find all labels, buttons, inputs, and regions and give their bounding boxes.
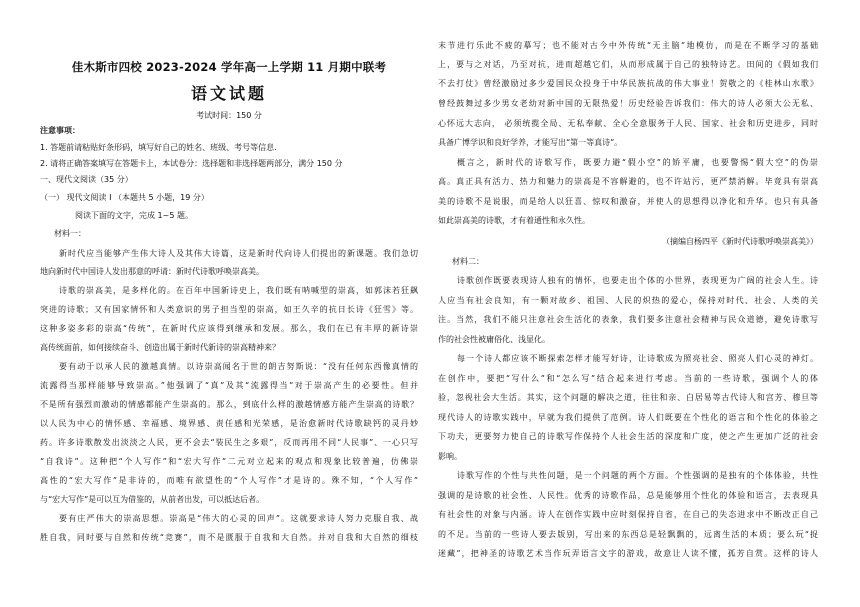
text-line: 具备广博学识和良好学养，才能写出“第一等真诗”。 [438,138,623,147]
text-line: 胜自我，同时要与自然和传统“竞赛”，而不是匮服于自我和大自然。并对自我和大自然的细枝 [40,533,418,542]
text-line: 要有庄严伟大的崇高思想。崇高是“伟大的心灵的回声”。这就要求诗人努力克服自我、战 [59,514,418,523]
text-line: 影响。 [438,452,462,461]
text-line: 以人民为中心的情怀感、幸福感、境界感、责任感和光荣感，是治愈新时代诗歌缺钙的灵丹妙 [40,419,418,428]
text-line: 人应当有社会良知，有一颗对故乡、祖国、人民的炽热的爱心，保持对时代、社会、人类的关 [438,296,818,305]
text-line: 有社会性的对象与内涵。诗人在创作实践中应时刻保持自省，在自己的失态进求中不断改正自己 [438,510,818,519]
notes-heading: 注意事项： [40,126,80,135]
material-1-label: 材料一： [54,229,86,238]
text-line: 高传统面前，如何接续奋斗、创造出属于新时代新诗的崇高精神来？ [40,343,280,352]
text-line: 地向新时代中国诗人发出那意的呼请：新时代诗歌呼唤崇高美。 [40,267,264,276]
text-line: 高。真正具有活力、热力和魅力的崇高是不容解避的，也不许站污，更严禁消解。毕竟具有崇高 [438,177,818,186]
source-citation: （摘编自杨四平《新时代诗歌呼唤崇高美》） [662,237,818,246]
text-line: 验，忽视社会大生活。其实，这个问题的解决之道，往往和亲、白居易等古代诗人和宫芳、穆旦等 [438,393,818,402]
text-line: 概言之，新时代的诗歌写作，既要力避“假小空”的矫平庸，也要警惕“假大空”的伪崇 [457,158,818,167]
text-line: 新时代应当能够产生伟大诗人及其伟大诗篇，这是新时代向诗人们提出的新课题。我们急切 [59,249,418,258]
text-line: 流露得当那样能够导致崇高。”他强调了“真”及其“流露得当”对于崇高产生的必要性。但并 [40,381,418,390]
text-line: 下功夫，更要努力使自己的诗歌写作保持个人社会生活的深度和广度，使之产生更加广泛的社会 [438,432,818,441]
right-column [438,0,818,607]
text-line: 突进的诗歌；又有国家情怀和人类意识的男子担当型的崇高，如王久辛的抗日长诗《狂雪》等。 [40,305,418,314]
text-line: 每一个诗人都应该不断探索怎样才能写好诗，让诗歌成为照亮社会、照亮人们心灵的神灯。 [457,354,818,363]
text-line: 作的社会性被庸俗化、浅显化。 [438,335,550,344]
text-line: 美的诗歌不是说服，而是给人以狂喜、惊叹和激奋，并使人的思想得以净化和升华。也只有具备 [438,197,818,206]
text-line: 在创作中，要把“写什么”和“怎么写”结合起来进行考虑。当前的一些诗歌，强调个人的体 [438,374,818,383]
text-line: 的不足。当前的一些诗人要去版别，写出来的东西总是轻飘飘的，远离生活的本质；要么玩“捉 [438,530,818,539]
subject-title: 语文试题 [190,84,267,103]
note-item-2: 2. 请将正确答案填写在答题卡上，本试卷分：选择题和非选择题两部分，满分 150 分 [40,159,343,168]
text-line: “自我诗”。这种把“个人写作”和“宏大写作”二元对立起来的观点和现象比较普遍，仿佛崇 [40,457,418,466]
reading-instruction: 阅读下面的文字，完成 1~5 题。 [75,211,193,220]
text-line: 末节进行乐此不疲的摹写；也不能对古今中外传统“无主脑”地模仿，而是在不断学习的基础 [438,41,818,50]
text-line: 如此崇高美的诗歌，才有着通性和永久性。 [438,216,590,225]
text-line: 不去打仗》曾经激励过多少爱国民众投身于中华民族抗战的伟大事业！贺敬之的《桂林山水歌》 [438,79,818,88]
text-line: 上，要与之对话，乃至对抗，进而超越它们，从而形成属于自己的独特诗艺。田间的《假如我们 [438,60,818,69]
section-heading: 一、现代文阅读（35 分） [40,175,133,184]
text-line: 这种多姿多彩的崇高“传统”，在新时代应该得到继承和发展。那么，我们在已有丰厚的新诗崇 [40,324,418,333]
text-line: 注。当然，我们不能只注意社会生活化的表象，我们要多注意社会精神与民众道德，避免诗歌写 [438,315,818,324]
text-line: 与“宏大写作”是可以互为借鉴的，从前者出发，可以抵达后者。 [40,495,265,504]
text-line: 曾经鼓舞过多少男女老幼对新中国的无限热爱！历史经验告诉我们：伟大的诗人必须大公无私、 [438,99,818,108]
left-column [40,0,418,607]
text-line: 药。许多诗歌散发出淡淡之人民，更不会去“装民生之多艰”，反而再用不同“人民事”、一心只写 [40,438,418,447]
text-line: 迷藏”，把神圣的诗歌艺术当作玩弄语言文字的游戏，故意让人读不懂，孤芳自赏。这样的诗人 [438,549,818,558]
text-line: 高性的“宏大写作”是非诗的，而唯有欲望性的“个人写作”才是诗的。殊不知，“个人写作” [40,476,418,485]
reading-heading: （一） 现代文阅读 I （本题共 5 小题，19 分） [40,193,209,202]
text-line: 现代诗人的诗歌实践中，早就为我们提供了范例。诗人们既要在个性化的语言和个性化的体验之 [438,413,818,422]
text-line: 心怀远大志向， 必须统揽全局、无私奉献、全心全意服务于人民、国家、社会和历史进步，同时 [438,119,818,128]
text-line: 诗歌写作的个性与共性问题，是一个问题的两个方面。个性强调的是独有的个体体验，共性 [457,471,818,480]
text-line: 不是所有强烈而激动的情感都能产生崇高的。那么，到底什么样的激越情感方能产生崇高的诗歌？ [40,400,418,409]
text-line: 要有动于以承人民的激越真情。以诗崇高闻名于世的朗吉努斯说：“没有任何东西像真情的 [59,362,418,371]
exam-time: 考试时间：150 分 [196,111,262,120]
exam-title: 佳木斯市四校 2023-2024 学年高一上学期 11 月期中联考 [71,60,387,74]
text-line: 强调的是诗歌的社会性、人民性。优秀的诗歌作品，总是能够用个性化的体验和语言，去表现具 [438,491,818,500]
material-2-label: 材料二： [452,257,484,266]
text-line: 诗歌的崇高美，是多样化的。在百年中国新诗史上，我们既有呐喊型的崇高，如郭沫若狂飙 [59,286,418,295]
text-line: 诗歌创作既要表现诗人独有的情怀，也要走出个体的小世界，表现更为广阔的社会人生。诗 [457,276,818,285]
note-item-1: 1. 答题前请粘贴好条形码，填写好自己的姓名、班级、考号等信息. [40,143,277,152]
